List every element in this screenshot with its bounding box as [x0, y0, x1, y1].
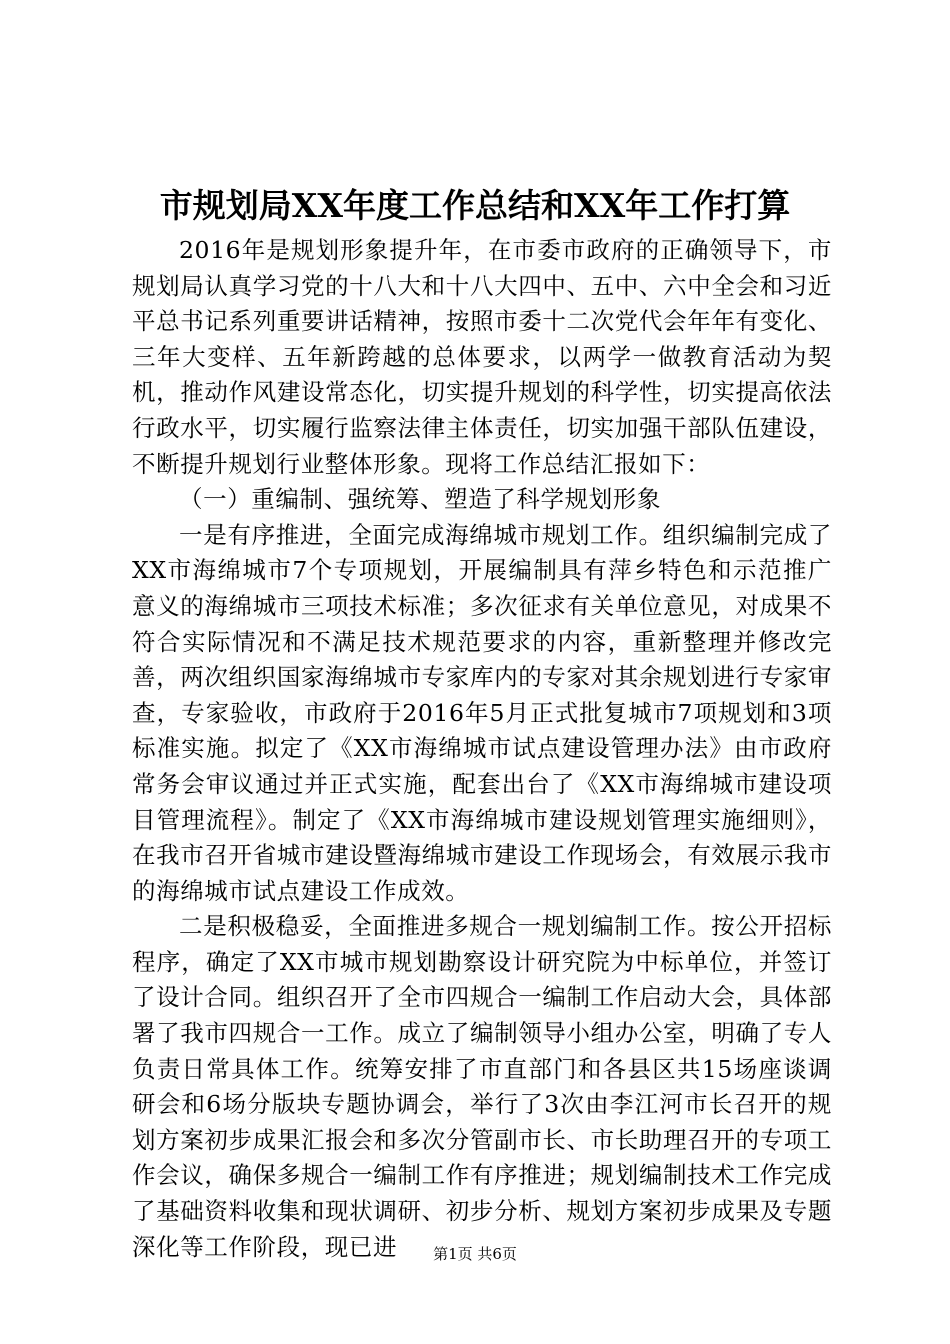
- section-heading: （一）重编制、强统筹、塑造了科学规划形象: [179, 485, 661, 514]
- page-number-footer: 第1页 共6页: [433, 1245, 517, 1263]
- document-title: 市规划局XX年度工作总结和XX年工作打算: [159, 186, 791, 225]
- document-body: [132, 233, 832, 1265]
- paragraph-multi-plan: 二是积极稳妥，全面推进多规合一规划编制工作。按公开招标程序，确定了XX市城市规划勘察设计研究院为中标单位，并签订了设计合同。组织召开了全市四规合一编制工作启动大会，具体部署了我市四规合一工作。成立了编制领导小组办公室，明确了专人负责日常具体工作。统筹安排了市直部门和各县区共15场座谈调研会和6场分版块专题协调会，举行了3次由李江河市长召开的规划方案初步成果汇报会和多次分管副市长、市长助理召开的专项工作会议，确保多规合一编制工作有序推进；规划编制技术工作完成了基础资料收集和现状调研、初步分析、规划方案初步成果及专题深化等工作阶段，现已进: [132, 912, 832, 1261]
- paragraph-intro: 2016年是规划形象提升年，在市委市政府的正确领导下，市规划局认真学习党的十八大和十八大四中、五中、六中全会和习近平总书记系列重要讲话精神，按照市委十二次党代会年年有变化、三年大变样、五年新跨越的总体要求，以两学一做教育活动为契机，推动作风建设常态化，切实提升规划的科学性，切实提高依法行政水平，切实履行监察法律主体责任，切实加强干部队伍建设，不断提升规划行业整体形象。现将工作总结汇报如下：: [132, 236, 832, 478]
- paragraph-sponge-city: 一是有序推进，全面完成海绵城市规划工作。组织编制完成了XX市海绵城市7个专项规划，开展编制具有萍乡特色和示范推广意义的海绵城市三项技术标准；多次征求有关单位意见，对成果不符合实际情况和不满足技术规范要求的内容，重新整理并修改完善，两次组织国家海绵城市专家库内的专家对其余规划进行专家审查，专家验收，市政府于2016年5月正式批复城市7项规划和3项标准实施。拟定了《XX市海绵城市试点建设管理办法》由市政府常务会审议通过并正式实施，配套出台了《XX市海绵城市建设项目管理流程》。制定了《XX市海绵城市建设规划管理实施细则》，在我市召开省城市建设暨海绵城市建设工作现场会，有效展示我市的海绵城市试点建设工作成效。: [132, 520, 832, 905]
